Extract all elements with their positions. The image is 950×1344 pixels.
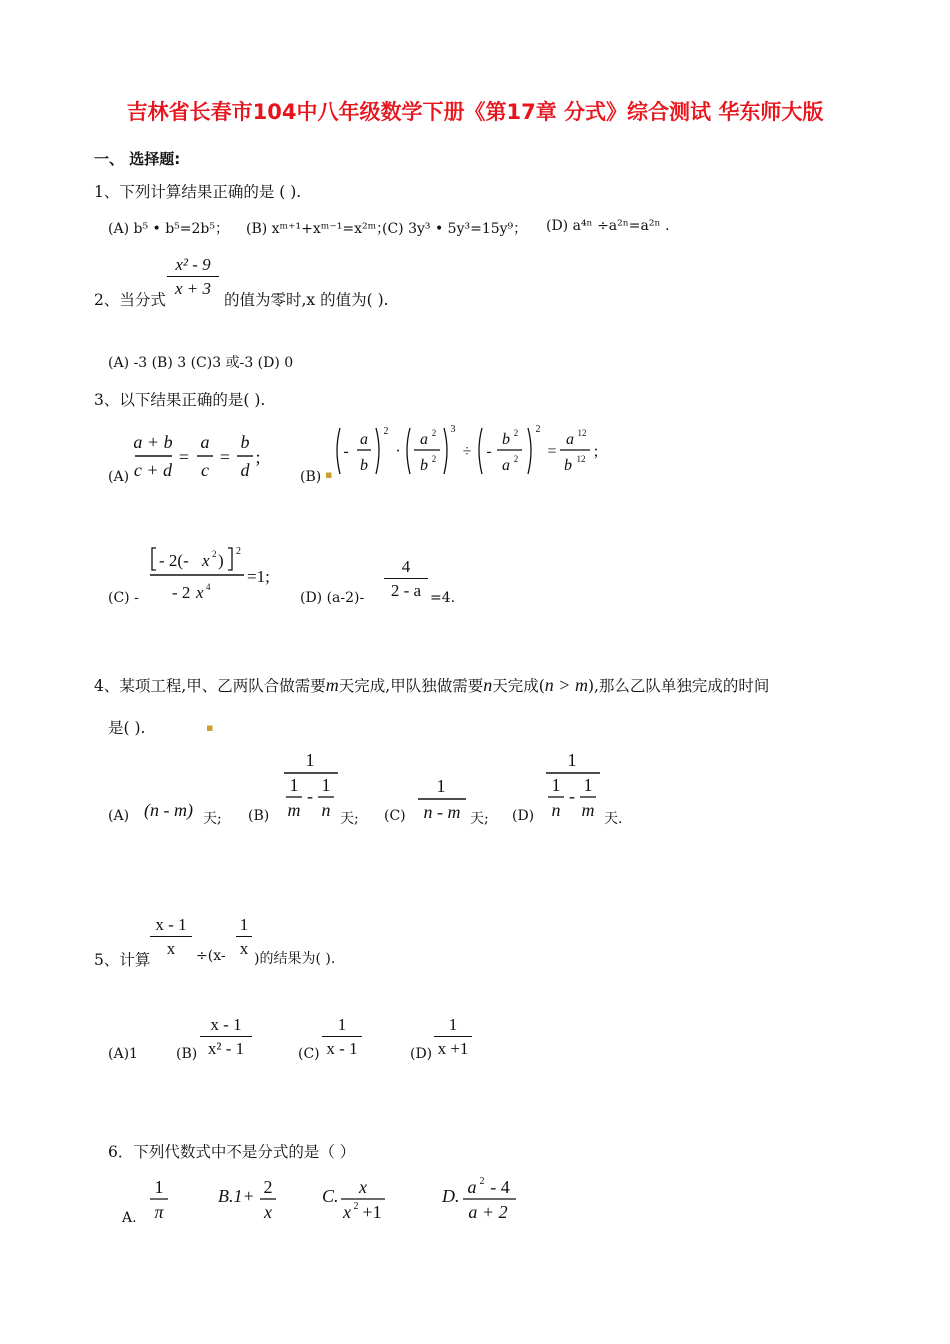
svg-text:a + b: a + b	[133, 432, 173, 452]
question-3-option-a-formula	[132, 428, 262, 486]
question-5-option-b-fraction	[200, 1016, 252, 1057]
question-6-option-a-label: A.	[122, 1210, 137, 1226]
svg-text:n - m: n - m	[423, 802, 461, 822]
question-6-option-c-formula	[338, 1176, 388, 1224]
variable-n: n	[483, 675, 493, 695]
svg-text:- 2(-: - 2(-	[159, 551, 189, 570]
fraction-numerator: x - 1	[210, 1015, 242, 1034]
svg-text:b: b	[240, 432, 250, 452]
question-4-option-c-tail: 天;	[470, 811, 489, 827]
svg-text:4: 4	[206, 582, 211, 592]
question-2-stem-end: 的值为零时,x 的值为( ).	[224, 291, 389, 309]
question-4-option-b-tail: 天;	[340, 811, 359, 827]
fraction-bar	[150, 936, 192, 937]
question-3-option-b-formula	[332, 420, 602, 482]
svg-text:a: a	[502, 457, 510, 474]
question-5-stem-end: )的结果为( ).	[254, 951, 336, 967]
variable-m: m	[325, 675, 339, 695]
question-3-stem: 3、以下结果正确的是( ).	[94, 391, 266, 409]
fraction-bar	[167, 276, 219, 277]
fraction-denominator: 2 - a	[390, 581, 422, 600]
fraction-bar	[384, 578, 428, 579]
svg-text:n: n	[321, 800, 331, 820]
svg-text:=: =	[547, 443, 557, 460]
question-4-option-d-label: (D)	[512, 808, 535, 824]
svg-text:π: π	[154, 1202, 164, 1222]
fraction-denominator: x +1	[437, 1039, 469, 1058]
fraction-numerator: 1	[239, 915, 249, 934]
fraction-denominator: x² - 1	[207, 1039, 245, 1058]
svg-text:b: b	[420, 457, 428, 474]
question-3-option-b-label: (B)	[300, 469, 322, 485]
svg-text:1: 1	[154, 1177, 164, 1197]
question-4-stem	[94, 674, 769, 696]
question-1-option-b: (B) xᵐ⁺¹+xᵐ⁻¹=x²ᵐ；	[246, 221, 391, 237]
svg-text:d: d	[240, 460, 250, 480]
fraction-bar	[434, 1036, 472, 1037]
svg-text:=1;: =1;	[247, 567, 270, 586]
svg-text:- 4: - 4	[490, 1177, 510, 1197]
fraction-bar	[200, 1036, 252, 1037]
svg-text:c: c	[201, 460, 209, 480]
question-4-option-c-label: (C)	[384, 808, 406, 824]
question-2-options: (A) -3 (B) 3 (C)3 或-3 (D) 0	[108, 355, 294, 371]
question-5-stem-mid: ÷(x-	[196, 948, 226, 964]
svg-text:1: 1	[321, 775, 331, 795]
svg-text:a: a	[420, 431, 428, 448]
svg-text:2: 2	[513, 454, 519, 464]
question-5-option-c-fraction	[322, 1016, 362, 1057]
question-4-option-a-tail: 天;	[203, 811, 222, 827]
condition: n > m	[544, 675, 588, 695]
svg-text:12: 12	[577, 428, 587, 438]
question-3-option-d-label: (D) (a-2)-	[300, 590, 365, 606]
svg-text:a: a	[360, 431, 368, 448]
stem-part: 天完成(	[492, 677, 545, 695]
fraction-bar	[236, 936, 252, 937]
svg-text:=: =	[219, 447, 231, 467]
svg-text:a: a	[200, 432, 210, 452]
svg-text:·: ·	[395, 443, 401, 460]
fraction-numerator: 1	[448, 1015, 458, 1034]
svg-text:1: 1	[583, 775, 593, 795]
question-1-option-a: (A) b⁵ • b⁵=2b⁵；	[108, 221, 230, 237]
question-6-stem: 6．下列代数式中不是分式的是（ ）	[108, 1143, 356, 1161]
question-5-option-d-fraction	[434, 1016, 472, 1057]
svg-text:÷: ÷	[462, 443, 472, 460]
question-3-option-c-formula	[146, 544, 276, 608]
question-4-option-d-tail: 天.	[604, 811, 623, 827]
svg-text:x: x	[264, 1202, 272, 1222]
question-6-option-d-formula	[460, 1176, 520, 1224]
question-4-option-c-formula	[414, 774, 470, 824]
question-3-option-d-fraction	[384, 558, 428, 599]
question-1-option-c: (C) 3y³ • 5y³=15y⁹；	[382, 221, 528, 237]
svg-text:c + d: c + d	[133, 460, 173, 480]
svg-text:2: 2	[513, 428, 519, 438]
svg-text:-: -	[486, 443, 492, 460]
svg-text:2: 2	[479, 1176, 485, 1187]
question-4-option-a-label: (A)	[108, 808, 130, 824]
svg-text:- 2: - 2	[172, 583, 191, 602]
svg-text:): )	[218, 551, 224, 570]
question-1-option-d: (D) a⁴ⁿ ÷a²ⁿ=a²ⁿ .	[546, 218, 670, 234]
stem-part: 4、某项工程,甲、乙两队合做需要	[94, 677, 326, 695]
svg-text:2: 2	[263, 1177, 273, 1197]
fraction-bar	[322, 1036, 362, 1037]
svg-text:-: -	[569, 786, 575, 806]
question-2-stem-start: 2、当分式	[94, 291, 166, 309]
question-6-option-a-formula	[148, 1176, 172, 1224]
question-4-option-d-formula	[542, 748, 604, 822]
question-5-fraction-2	[236, 916, 252, 957]
svg-text:1: 1	[567, 750, 577, 770]
svg-text:2: 2	[431, 428, 437, 438]
format-mark: ▪	[325, 468, 333, 481]
question-2-fraction	[167, 256, 219, 297]
svg-text:m: m	[287, 800, 301, 820]
svg-text:1: 1	[436, 776, 446, 796]
question-6-option-c-label: C.	[322, 1186, 339, 1206]
document-title: 吉林省长春市104中八年级数学下册《第17章 分式》综合测试 华东师大版	[126, 100, 824, 124]
question-5-option-d-label: (D)	[410, 1046, 433, 1062]
fraction-denominator: x + 3	[174, 279, 212, 298]
question-3-option-c-label: (C) -	[108, 590, 139, 606]
svg-text:1: 1	[289, 775, 299, 795]
svg-text:2: 2	[212, 549, 217, 559]
svg-text:x: x	[196, 583, 204, 602]
svg-text:+1: +1	[362, 1202, 382, 1222]
question-6-option-d-label: D.	[442, 1186, 460, 1206]
question-6-option-b-formula	[258, 1176, 280, 1224]
svg-text:m: m	[581, 800, 595, 820]
fraction-denominator: x - 1	[326, 1039, 358, 1058]
question-3-option-a-label: (A)	[108, 469, 130, 485]
svg-text:-: -	[307, 786, 313, 806]
question-6-option-b-label: B.1+	[218, 1186, 255, 1206]
svg-text:1: 1	[305, 750, 315, 770]
svg-text:b: b	[360, 457, 368, 474]
svg-text:n: n	[551, 800, 561, 820]
question-5-option-a: (A)1	[108, 1046, 138, 1062]
fraction-numerator: 1	[337, 1015, 347, 1034]
fraction-denominator: x	[239, 939, 249, 958]
svg-text:a: a	[467, 1177, 477, 1197]
question-5-stem-start: 5、计算	[94, 951, 151, 969]
svg-text:12: 12	[576, 454, 586, 464]
fraction-denominator: x	[166, 939, 176, 958]
question-4-option-b-formula	[280, 748, 342, 822]
question-3-option-d-tail: =4.	[430, 590, 456, 606]
svg-text:a: a	[566, 431, 574, 448]
svg-text:2: 2	[431, 454, 437, 464]
svg-text:1: 1	[551, 775, 561, 795]
stem-part: 天完成,甲队独做需要	[338, 677, 484, 695]
fraction-numerator: x - 1	[155, 915, 187, 934]
svg-text:;: ;	[255, 447, 261, 467]
question-1-stem: 1、下列计算结果正确的是 ( ).	[94, 183, 302, 201]
svg-text:2: 2	[535, 424, 541, 435]
svg-text:b: b	[502, 431, 510, 448]
stem-part: ),那么乙队单独完成的时间	[587, 677, 770, 695]
svg-text:2: 2	[236, 546, 241, 557]
format-mark: ▪	[206, 721, 214, 734]
question-5-fraction-1	[150, 916, 192, 957]
fraction-numerator: x² - 9	[175, 255, 211, 274]
question-4-option-b-label: (B)	[248, 808, 270, 824]
svg-text:x: x	[359, 1177, 367, 1197]
svg-text:;: ;	[593, 443, 599, 460]
fraction-numerator: 4	[401, 557, 411, 576]
svg-text:a + 2: a + 2	[468, 1202, 508, 1222]
svg-text:2: 2	[383, 426, 389, 437]
svg-text:2: 2	[353, 1201, 359, 1212]
svg-text:-: -	[343, 443, 349, 460]
question-4-stem-line2: 是( ).	[108, 719, 146, 737]
svg-text:x: x	[202, 551, 210, 570]
svg-text:=: =	[178, 447, 190, 467]
svg-text:b: b	[564, 457, 572, 474]
svg-text:3: 3	[450, 424, 456, 435]
question-4-option-a-expr: (n - m)	[144, 800, 193, 820]
section-heading: 一、 选择题:	[94, 150, 181, 168]
question-5-option-b-label: (B)	[176, 1046, 198, 1062]
question-5-option-c-label: (C)	[298, 1046, 320, 1062]
svg-text:x: x	[343, 1202, 351, 1222]
